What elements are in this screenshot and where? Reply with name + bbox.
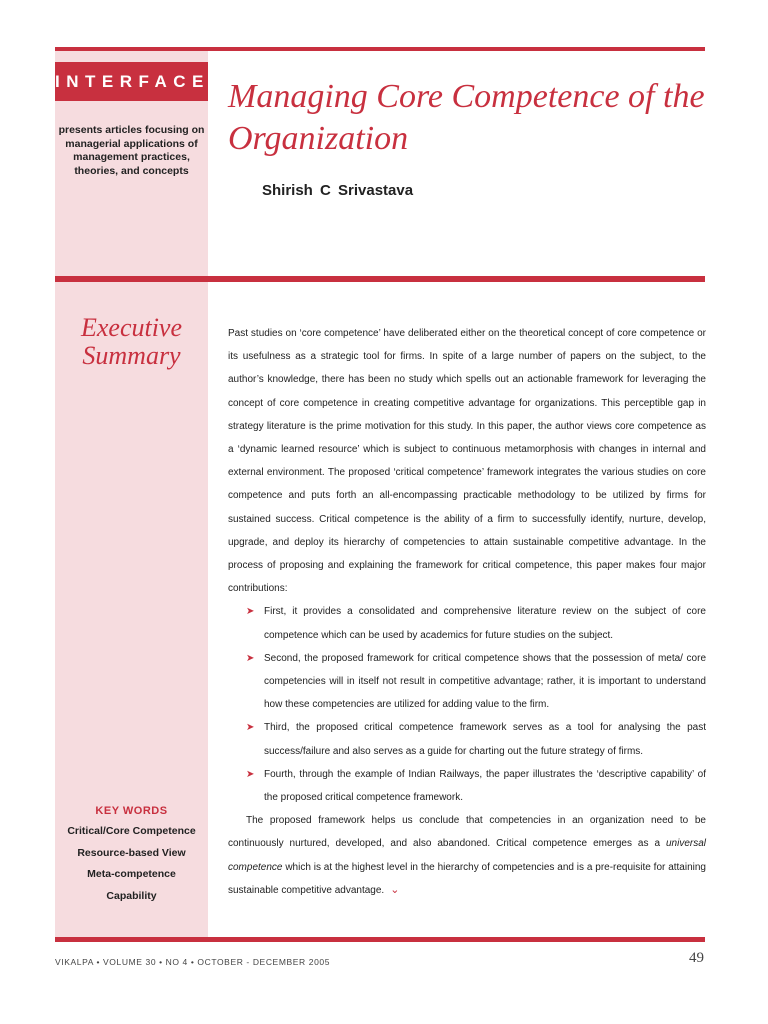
contribution-text: Second, the proposed framework for critical competence shows that the possession of meta/ core competencies will in itself not result in competitive advantage; rather, it is important to understand how these competencies are utilized for adding value to the firm. [264, 652, 706, 711]
page-number: 49 [689, 950, 704, 966]
keyword-item: Capability [106, 889, 157, 902]
keywords-heading: KEY WORDS [95, 805, 168, 817]
conclusion-text-start: The proposed framework helps us conclude that competencies in an organization need to be continuously nurtured, developed, and also abandoned. Critical competence emerges as a [228, 815, 706, 850]
summary-conclusion [228, 809, 706, 902]
executive-summary-line1: Executive [80, 313, 183, 342]
arrow-bullet-icon: ➤ [246, 606, 255, 618]
arrow-bullet-icon: ➤ [246, 722, 255, 734]
contribution-item [228, 763, 706, 809]
executive-summary-heading [55, 314, 208, 370]
contribution-item [228, 647, 706, 717]
keyword-item: Critical/Core Competence [67, 825, 196, 837]
masthead-tagline: presents articles focusing on managerial applications of management practices, theories, and concepts [58, 124, 205, 177]
masthead-label: INTERFACES [55, 62, 208, 101]
keyword-item: Meta-competence [87, 868, 176, 880]
end-of-section-icon: ⌄ [390, 883, 400, 896]
summary-paragraph: Past studies on ‘core competence’ have deliberated either on the theoretical concept of core competence or its usefulness as a strategic tool for firms. In spite of a large number of papers on the subject, to the author’s knowledge, there has been no study which spells out an actionable framework for leveraging the concept of core competence in creating competitive advantage for organizations. This perceptible gap in strategy literature is the prime motivation for this study. In this paper, the author views core competence as a ‘dynamic learned resource’ which is subject to continuous metamorphosis with changes in internal and external environment. The proposed ‘critical competence’ framework integrates the various studies on core competence and puts forth an all-encompassing practicable methodology to be utilized by firms for sustained success. Critical competence is the ability of a firm to successfully identify, nurture, develop, upgrade, and deploy its hierarchy of competencies to attain sustainable competitive advantage. In the process of proposing and explaining the framework for critical competence, this paper makes four major contributions: [228, 328, 706, 595]
journal-footer: VIKALPA • VOLUME 30 • NO 4 • OCTOBER - DECEMBER 2005 [55, 957, 331, 967]
executive-summary-line2: Summary [82, 341, 181, 370]
conclusion-text-end: which is at the highest level in the hierarchy of competencies and is a pre-requisite for attaining sustainable competitive advantage. [228, 861, 706, 896]
contribution-text: First, it provides a consolidated and comprehensive literature review on the subject of core competence which can be used by academics for future studies on the subject. [264, 606, 706, 641]
contribution-text: Third, the proposed critical competence framework serves as a tool for analysing the past success/failure and also serves as a guide for charting out the future strategy of firms. [264, 722, 706, 757]
article-author: Shirish C Srivastava [262, 182, 414, 199]
executive-summary-body [228, 322, 706, 902]
arrow-bullet-icon: ➤ [246, 768, 255, 780]
contributions-list [228, 600, 706, 809]
conclusion-emphasis: universal competence [228, 838, 706, 873]
arrow-bullet-icon: ➤ [246, 652, 255, 664]
contribution-item [228, 716, 706, 762]
footer-rule [55, 937, 705, 942]
keywords-box [55, 805, 208, 911]
contribution-item [228, 600, 706, 646]
article-title: Managing Core Competence of the Organization [228, 78, 705, 157]
contribution-text: Fourth, through the example of Indian Railways, the paper illustrates the ‘descriptive capability’ of the proposed critical competence framework. [264, 768, 706, 804]
keyword-item: Resource-based View [77, 846, 186, 859]
